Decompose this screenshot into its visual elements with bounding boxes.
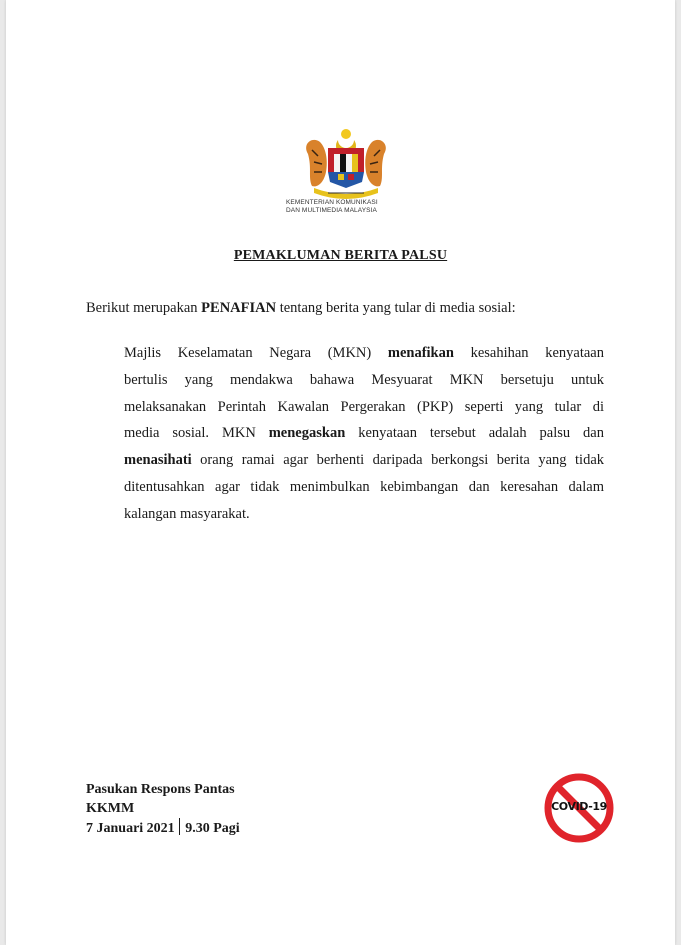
statement-line [124,420,604,447]
statement-line [124,340,604,367]
statement-text: orang ramai agar berhenti daripada berkongsi berita yang tidak [191,452,604,469]
signature-datetime [86,818,240,839]
statement-paragraph [124,340,604,528]
statement-text: kenyataan tersebut adalah palsu dan [345,425,604,442]
signature-time: 9.30 Pagi [185,821,240,836]
ministry-name-line1: KEMENTERIAN KOMUNIKASI [286,199,378,206]
statement-line: bertulis yang mendakwa bahawa Mesyuarat MKN bersetuju untuk [124,371,604,388]
ministry-name [286,199,410,215]
statement-text: Majlis Keselamatan Negara (MKN) [124,345,388,361]
signature-date: 7 Januari 2021 [86,821,175,836]
statement-text: media sosial. MKN [124,425,269,442]
document-title: PEMAKLUMAN BERITA PALSU [233,248,448,263]
statement-line: melaksanakan Perintah Kawalan Pergerakan (PKP) seperti yang tular di [124,398,604,415]
intro-bold-disclaimer: PENAFIAN [201,300,277,316]
intro-text-before: Berikut merupakan [86,300,202,316]
signature-org: KKMM [86,800,135,816]
signature-block [86,781,240,839]
statement-line: ditentusahkan agar tidak menimbulkan kebimbangan dan keresahan dalam [124,478,604,495]
badge-label: COVID-19 [551,800,607,813]
document-page [6,0,675,945]
ministry-name-line2: DAN MULTIMEDIA MALAYSIA [286,207,377,214]
statement-text: kesahihan kenyataan [453,345,604,361]
statement-bold: menafikan [387,345,454,361]
statement-line [124,447,604,474]
malaysia-coat-of-arms-icon [298,126,394,202]
statement-bold: menasihati [124,452,192,469]
signature-team: Pasukan Respons Pantas [86,782,235,797]
separator-bar [179,818,181,835]
statement-line: kalangan masyarakat. [124,505,250,522]
statement-bold: menegaskan [268,425,346,442]
intro-paragraph [86,300,606,317]
intro-text-after: tentang berita yang tular di media sosial: [276,300,516,316]
